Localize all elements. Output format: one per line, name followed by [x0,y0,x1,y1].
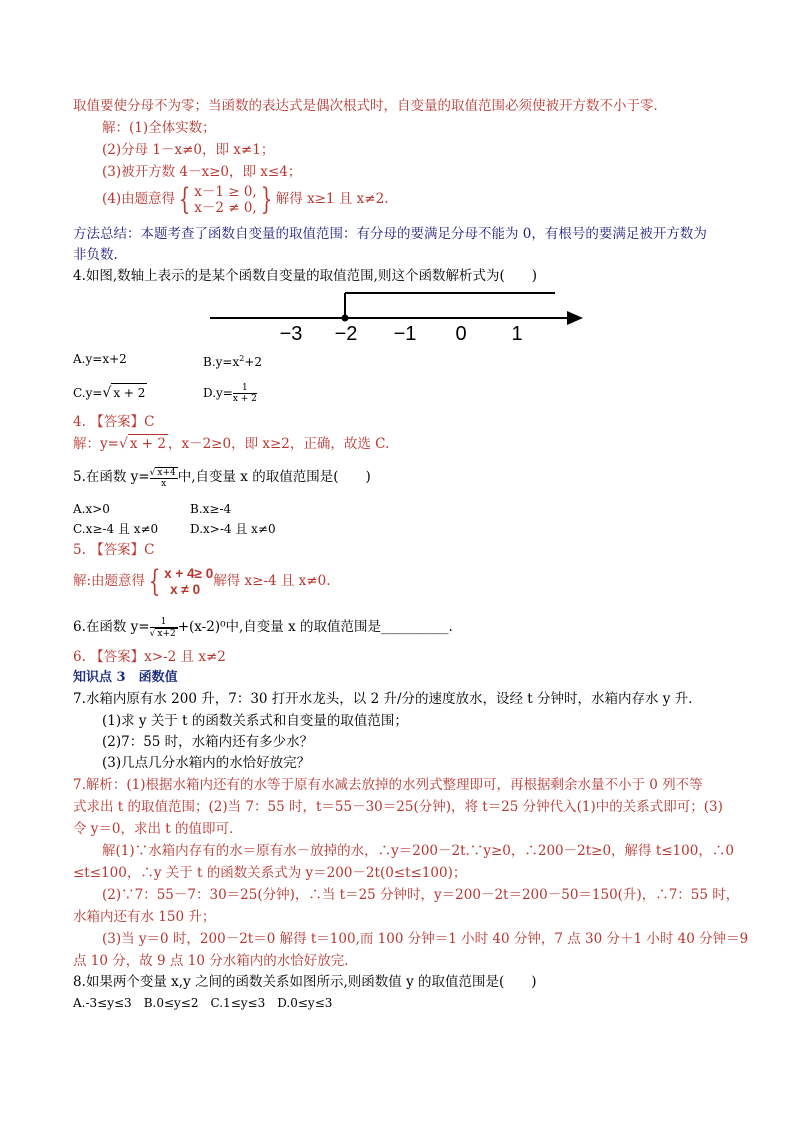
radical-sign: √ [118,436,128,452]
q4-option-c-pre: C.y= [73,386,103,400]
q7-solution-line4: 水箱内还有水 150 升； [73,909,216,925]
system-row-1: x－1 ≥ 0, [194,183,257,200]
q5-stem [73,464,371,490]
inequality-system [164,566,213,598]
q5-exp-post: 解得 x≥-4 且 x≠0. [213,573,331,589]
q4-exp-post: ，x－2≥0，即 x≥2，正确，故选 C. [167,436,390,452]
system-row-1: x + 4≥ 0 [164,565,214,581]
q8-stem: 8.如果两个变量 x,y 之间的函数关系如图所示,则函数值 y 的取值范围是( ) [73,974,537,990]
q5-option-d: D.x>-4 且 x≠0 [190,522,276,536]
fraction-denominator: x + 2 [232,394,257,404]
q5-option-b: B.x≥-4 [190,502,232,516]
q6-stem [73,614,453,640]
q5-option-c: C.x≥-4 且 x≠0 [73,522,159,536]
q5-option-a: A.x>0 [73,502,110,516]
q4-option-b [203,350,262,371]
radicand: x+2 [157,628,176,639]
sol3-part2: (2)分母 1－x≠0，即 x≠1； [102,142,275,158]
q6-answer: 6. 【答案】x>-2 且 x≠2 [73,649,226,665]
q7-solution-line1: 解(1)∵水箱内存有的水＝原有水－放掉的水，∴y＝200－2t.∵y≥0，∴200－2t≥0，解得 t≤100，∴0 [102,843,734,859]
left-brace: { [178,181,191,217]
q7-analysis-line1: 7.解析：(1)根据水箱内还有的水等于原有水减去放掉的水列式整理即可，再根据剩余水量不小于 0 列不等 [73,777,703,793]
closed-endpoint-dot [342,315,349,322]
sol3-part4 [102,181,389,217]
method-summary-line1: 方法总结：本题考查了函数自变量的取值范围：有分母的要满足分母不能为 0，有根号的要满足被开方数为 [73,226,707,242]
tick-label-1: 1 [511,323,523,345]
q7-analysis-line3: 令 y＝0，求出 t 的值即可． [73,821,243,837]
q7-solution-line3: (2)∵7：55－7：30＝25(分钟)，∴当 t＝25 分钟时，y＝200－2t＝200－50＝150(升)，∴7：55 时， [102,887,740,903]
q5-stem-post: 中,自变量 x 的取值范围是( ) [177,469,371,485]
fraction-denominator: √ x+2 [149,628,176,639]
right-brace: } [260,181,272,217]
q7-sub2: (2)7：55 时，水箱内还有多少水？ [102,734,314,750]
inequality-system [194,184,256,216]
q4-stem: 4.如图,数轴上表示的是某个函数自变量的取值范围,则这个函数解析式为( ) [73,268,537,284]
system-row-2: x－2 ≠ 0, [194,199,257,216]
q4-option-c-radicand: x + 2 [111,383,147,402]
number-line-figure [205,288,590,348]
knowledge-point-heading: 知识点 3 函数值 [73,670,178,685]
fraction-numerator: √ x+4 [149,467,176,478]
fraction-numerator: 1 [160,616,167,627]
fraction [150,467,178,489]
q4-option-a: A.y=x+2 [73,352,127,366]
system-row-2: x ≠ 0 [170,581,201,597]
q4-answer: 4. 【答案】C [73,414,155,430]
q7-solution-line2: ≤t≤100，∴y 关于 t 的函数关系式为 y＝200－2t(0≤t≤100)； [73,865,467,881]
q4-option-d-pre: D.y= [203,386,233,400]
radicand: x+4 [157,467,176,478]
q4-option-b-post: +2 [244,355,263,369]
q5-answer: 5. 【答案】C [73,542,155,558]
q7-sub3: (3)几点几分水箱内的水恰好放完？ [102,755,311,771]
q8-options: A.-3≤y≤3 B.0≤y≤2 C.1≤y≤3 D.0≤y≤3 [73,996,333,1010]
sol3-part3: (3)被开方数 4－x≥0，即 x≤4； [102,164,302,180]
sol3-part1: 解：(1)全体实数； [102,120,216,136]
fraction-numerator: 1 [242,383,248,393]
q7-solution-line5: (3)当 y＝0 时，200－2t＝0 解得 t＝100,而 100 分钟＝1 小时 40 分钟，7 点 30 分＋1 小时 40 分钟＝9 [102,931,749,947]
q7-analysis-line2: 式求出 t 的取值范围；(2)当 7：55 时，t＝55－30＝25(分钟)，将 t＝25 分钟代入(1)中的关系式即可；(3) [73,799,723,815]
q4-explanation [73,434,389,453]
q5-explanation [73,563,331,599]
tick-label-neg2: −2 [334,323,358,345]
q4-exp-radicand: x + 2 [129,436,166,452]
q4-option-d [203,383,257,404]
method-summary-line2: 非负数. [73,247,118,263]
intro-line: 取值要使分母不为零；当函数的表达式是偶次根式时，自变量的取值范围必须使被开方数不小于零． [73,98,667,114]
q6-stem-post: +(x-2)⁰中,自变量 x 的取值范围是__________. [177,619,453,635]
q6-stem-pre: 6.在函数 y= [73,619,150,635]
fraction [233,383,257,404]
radical-sign: √ [102,385,112,401]
sol3-part4-post: 解得 x≥1 且 x≠2. [275,191,389,207]
q4-option-b-exp: 2 [239,354,245,363]
q7-sub1: (1)求 y 关于 t 的函数关系式和自变量的取值范围； [102,713,408,729]
left-brace: { [148,563,161,599]
q5-exp-pre: 解:由题意得 [73,573,146,589]
tick-label-0: 0 [455,323,467,345]
q4-option-b-pre: B.y=x [203,355,240,369]
tick-label-neg3: −3 [279,323,303,345]
q5-stem-pre: 5.在函数 y= [73,469,150,485]
q7-solution-line6: 点 10 分，故 9 点 10 分水箱内的水恰好放完． [73,953,358,969]
q4-exp-pre: 解：y= [73,436,119,452]
q7-stem: 7.水箱内原有水 200 升，7：30 打开水龙头，以 2 升/分的速度放水，设经 t 分钟时，水箱内存水 y 升． [73,691,702,707]
fraction-denominator: x [150,478,178,489]
q4-option-c [73,383,147,402]
fraction [150,617,178,639]
tick-label-neg1: −1 [393,323,417,345]
number-line-arrow [567,311,583,325]
sol3-part4-pre: (4)由题意得 [102,191,176,207]
